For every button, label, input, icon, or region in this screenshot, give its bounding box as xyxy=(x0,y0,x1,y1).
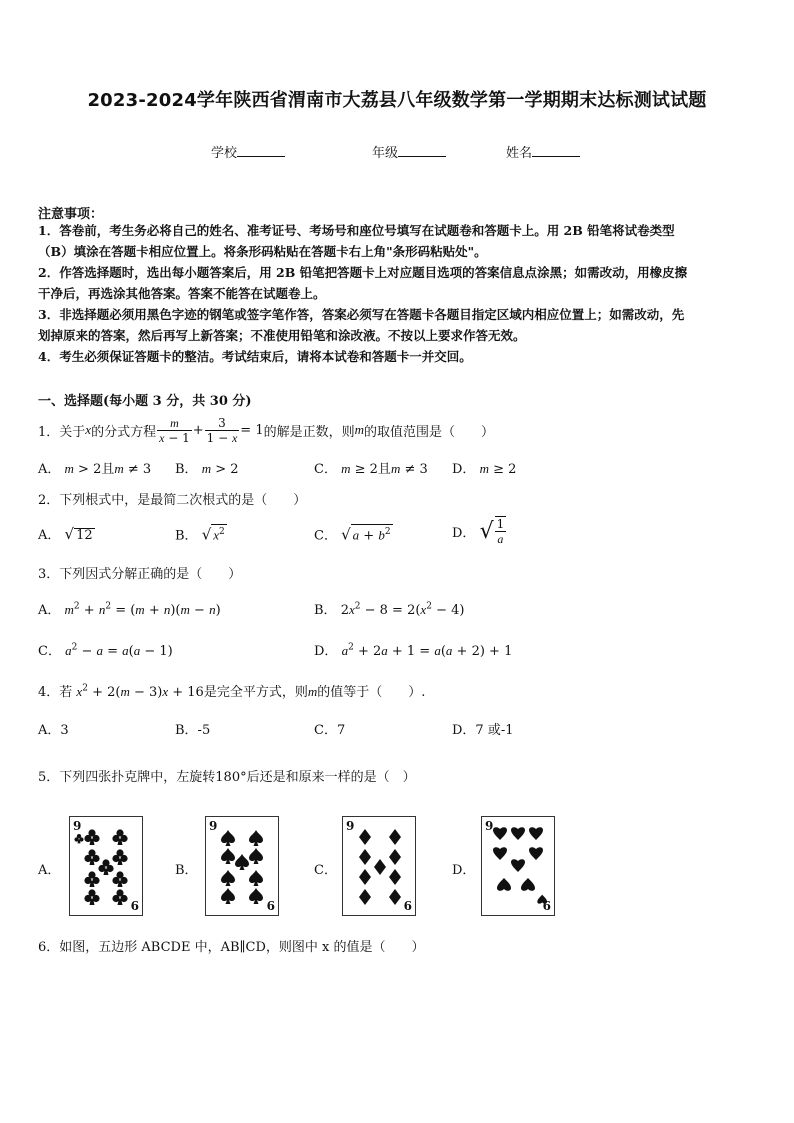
question-5: 5．下列四张扑克牌中，左旋转180°后还是和原来一样的是（ ） xyxy=(38,770,416,785)
q5-option-a-label: A． xyxy=(38,863,61,878)
q3-option-a: A． $m^2 + n^2 = (m + n)(m - n)$ xyxy=(38,601,221,618)
q5-option-c-label: C． xyxy=(314,863,337,878)
q1-post2: 的取值范围是（ ） xyxy=(364,424,495,440)
name-blank xyxy=(532,144,580,157)
section-heading: 一、选择题(每小题 3 分，共 30 分) xyxy=(38,394,252,409)
q1-post: 的解是正数，则 xyxy=(263,424,355,440)
playing-card-d xyxy=(481,816,555,916)
q1-option-d: D． m ≥ 2 xyxy=(452,461,517,477)
q1-pre: 1．关于 xyxy=(38,424,86,440)
q2-option-b: B． √ $x^2$ xyxy=(175,525,225,544)
q2-option-c: C． √ $a + b^2$ xyxy=(314,525,391,544)
note-line: 划掉原来的答案，然后再写上新答案；不准使用铅笔和涂改液。不按以上要求作答无效。 xyxy=(38,328,526,343)
q2-option-d: D． √ $\frac{1}{a}$ xyxy=(452,517,505,546)
note-line: （B）填涂在答题卡相应位置上。将条形码粘贴在答题卡右上角"条形码粘贴处"。 xyxy=(38,244,487,259)
card-rank: 9 xyxy=(346,819,355,833)
q1-fraction-2: $\frac{3}{1 - x}$ xyxy=(206,415,238,445)
q1-option-a: A． m > 2且m ≠ 3 xyxy=(38,461,152,477)
note-line: 2．作答选择题时，选出每小题答案后，用 2B 铅笔把答题卡上对应题目选项的答案信息点涂黑；如需改动，用橡皮擦 xyxy=(38,265,688,280)
school-blank xyxy=(237,144,285,157)
question-2: 2．下列根式中，是最简二次根式的是（ ） xyxy=(38,493,307,508)
card-rank-flipped: 6 xyxy=(130,899,139,913)
school-label: 学校 xyxy=(211,146,238,161)
card-rank-flipped: 6 xyxy=(403,899,412,913)
q4-option-a: A．3 xyxy=(38,723,69,738)
playing-card-a xyxy=(69,816,143,916)
q5-option-d-label: D． xyxy=(452,863,476,878)
q3-option-d: D． $a^2 + 2a + 1 = a(a + 2) + 1$ xyxy=(314,642,513,659)
card-rank: 9 xyxy=(209,819,218,833)
q1-option-c: C． m ≥ 2且m ≠ 3 xyxy=(314,461,428,477)
question-4: 4．若 $x^2 + 2(m - 3)x + 16$是完全平方式，则m的值等于（ ）. xyxy=(38,683,426,700)
question-3: 3．下列因式分解正确的是（ ） xyxy=(38,567,242,582)
q3-option-c: C． $a^2 - a = a(a - 1)$ xyxy=(38,642,173,659)
q1-mid: 的分式方程 xyxy=(91,424,157,440)
q1-fraction-1: $\frac{m}{x - 1}$ xyxy=(159,415,190,445)
card-rank: 9 xyxy=(73,819,82,833)
q4-option-c: C．7 xyxy=(314,723,346,738)
question-6: 6．如图，五边形 ABCDE 中，AB∥CD，则图中 x 的值是（ ） xyxy=(38,940,425,955)
note-line: 3．非选择题必须用黑色字迹的钢笔或签字笔作答，答案必须写在答题卡各题目指定区域内相应位置上；如需改动，先 xyxy=(38,307,685,322)
note-line: 1．答卷前，考生务必将自己的姓名、准考证号、考场号和座位号填写在试题卷和答题卡上。用 2B 铅笔将试卷类型 xyxy=(38,223,675,238)
notes-heading: 注意事项： xyxy=(38,207,104,222)
school-field xyxy=(211,142,285,161)
grade-blank xyxy=(398,144,446,157)
q4-option-d: D．7 或-1 xyxy=(452,723,514,738)
note-line: 干净后，再选涂其他答案。答案不能答在试题卷上。 xyxy=(38,286,326,301)
card-rank-flipped: 6 xyxy=(266,899,275,913)
q1-option-b: B． m > 2 xyxy=(175,461,239,477)
card-rank: 9 xyxy=(485,819,494,833)
grade-label: 年级 xyxy=(372,146,399,161)
note-line: 4．考生必须保证答题卡的整洁。考试结束后，请将本试卷和答题卡一并交回。 xyxy=(38,349,472,364)
playing-card-b xyxy=(205,816,279,916)
card-rank-flipped: 6 xyxy=(542,899,551,913)
playing-card-c xyxy=(342,816,416,916)
name-label: 姓名 xyxy=(506,146,533,161)
q2-option-a: A． √ 12 xyxy=(38,525,93,543)
q4-option-b: B．-5 xyxy=(175,723,211,738)
q5-option-b-label: B． xyxy=(175,863,198,878)
question-1: 1．关于 x 的分式方程 $\frac{m}{x - 1}$ + $\frac{3}{1 - x}$ = 1 的解是正数，则 m 的取值范围是（ ） xyxy=(38,415,495,445)
q3-option-b: B． $2x^2 - 8 = 2(x^2 - 4)$ xyxy=(314,601,465,618)
page-title: 2023-2024学年陕西省渭南市大荔县八年级数学第一学期期末达标测试试题 xyxy=(87,90,707,111)
name-field xyxy=(506,142,580,161)
grade-field xyxy=(372,142,446,161)
